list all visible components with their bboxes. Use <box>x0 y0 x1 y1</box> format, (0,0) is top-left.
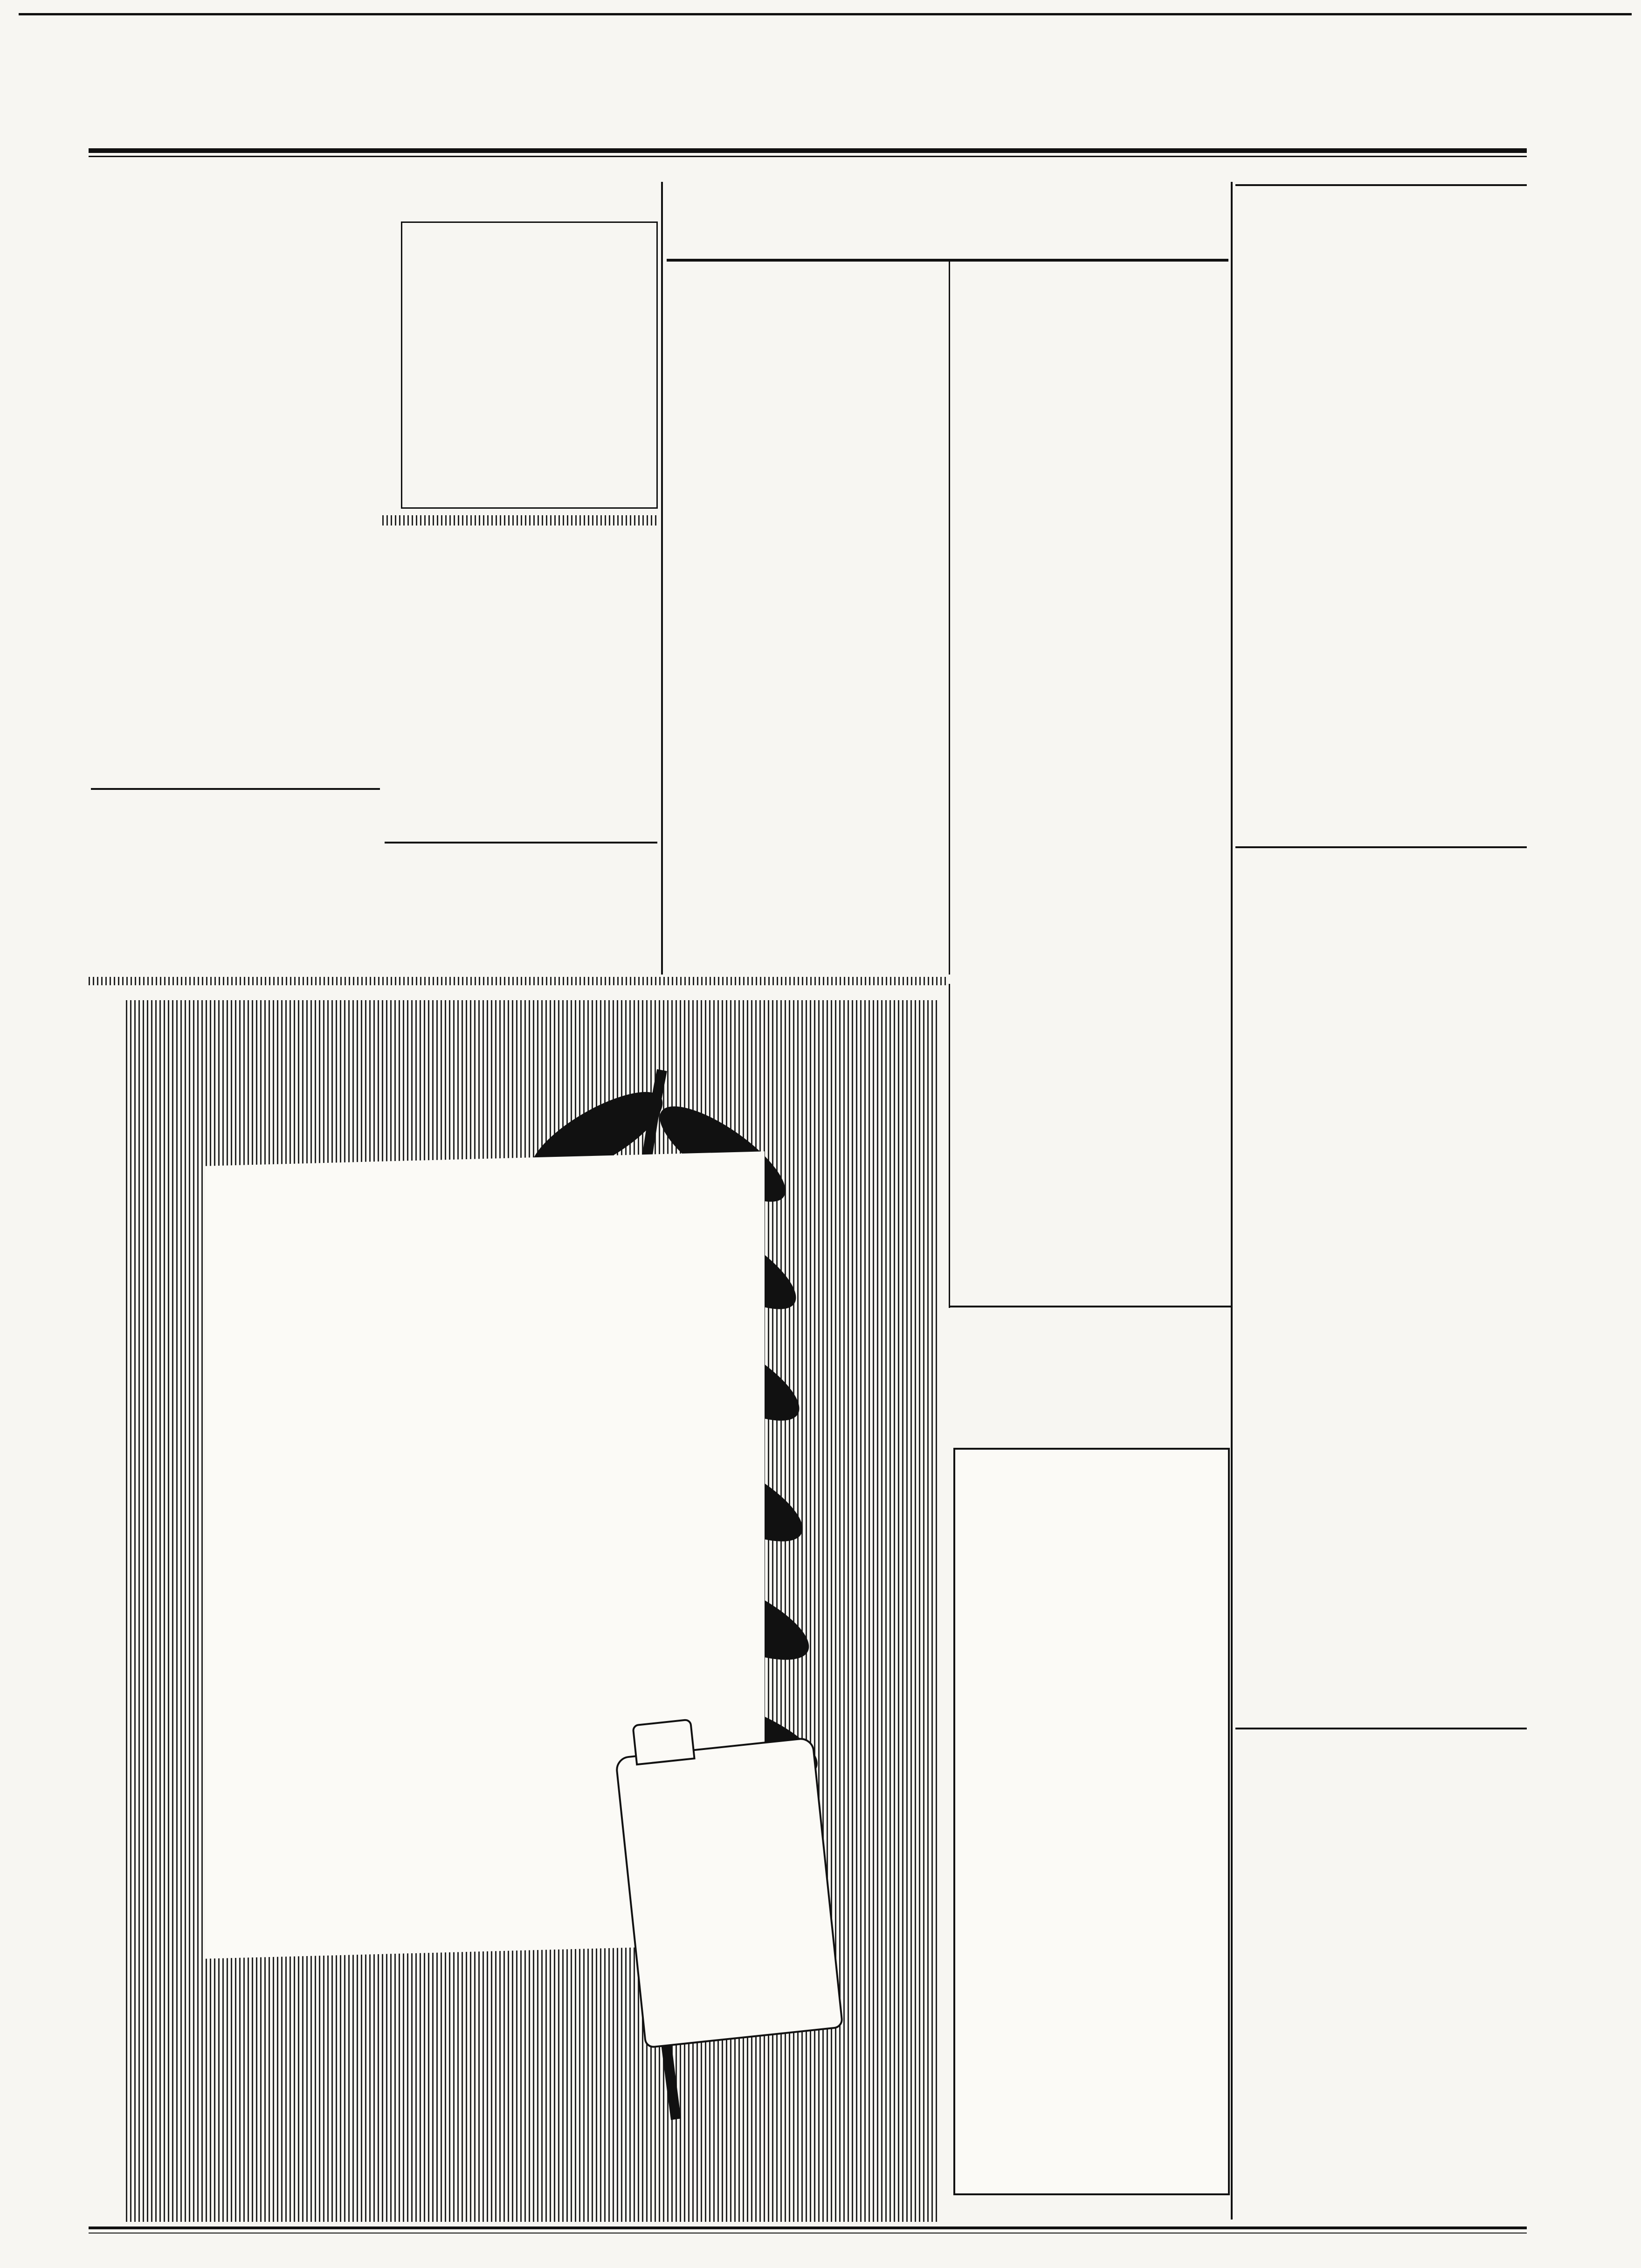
column-rule <box>949 261 950 975</box>
motorismo-section <box>1235 184 1527 190</box>
crossword-grid-container <box>382 201 657 508</box>
rule <box>91 788 380 790</box>
decorative-rule <box>382 515 657 526</box>
luto-rule <box>667 259 1228 262</box>
carreiras-section <box>1235 1731 1527 1733</box>
luisier-obituary <box>667 266 944 270</box>
escola-article <box>385 846 657 848</box>
rule <box>385 842 657 844</box>
masthead-rule <box>89 148 1527 153</box>
obituaries-column <box>953 266 1228 270</box>
crossword-clues <box>91 246 380 251</box>
aniversario-article <box>91 797 380 801</box>
tauromaquia-section <box>1235 1560 1527 1562</box>
feira-article <box>385 532 657 535</box>
decorative-rule <box>89 977 949 985</box>
can-top-text <box>620 1766 814 1787</box>
navecom-ad[interactable] <box>953 1448 1230 2195</box>
castrol-results <box>266 1196 779 1229</box>
crossword-grid[interactable] <box>401 221 658 509</box>
top-rule <box>19 13 1632 15</box>
futebol-section <box>1235 1203 1527 1208</box>
column-rule <box>1231 182 1233 2220</box>
rule <box>1235 846 1527 848</box>
can-brand <box>626 1770 812 1830</box>
rule <box>949 1306 1231 1307</box>
hoquei-section <box>1235 851 1527 857</box>
motorismo-label <box>1235 184 1527 186</box>
castrol-ad[interactable] <box>126 1000 937 2222</box>
castrol-can <box>614 1736 843 2048</box>
column-rule <box>661 182 663 975</box>
rule <box>1235 1728 1527 1729</box>
can-bottom-text <box>634 1906 829 1926</box>
column-rule <box>949 984 950 1308</box>
bottom-rule <box>89 2227 1527 2229</box>
can-cap <box>632 1718 695 1765</box>
masthead-rule-thin <box>89 156 1527 157</box>
tempo-article <box>951 1309 1228 1311</box>
